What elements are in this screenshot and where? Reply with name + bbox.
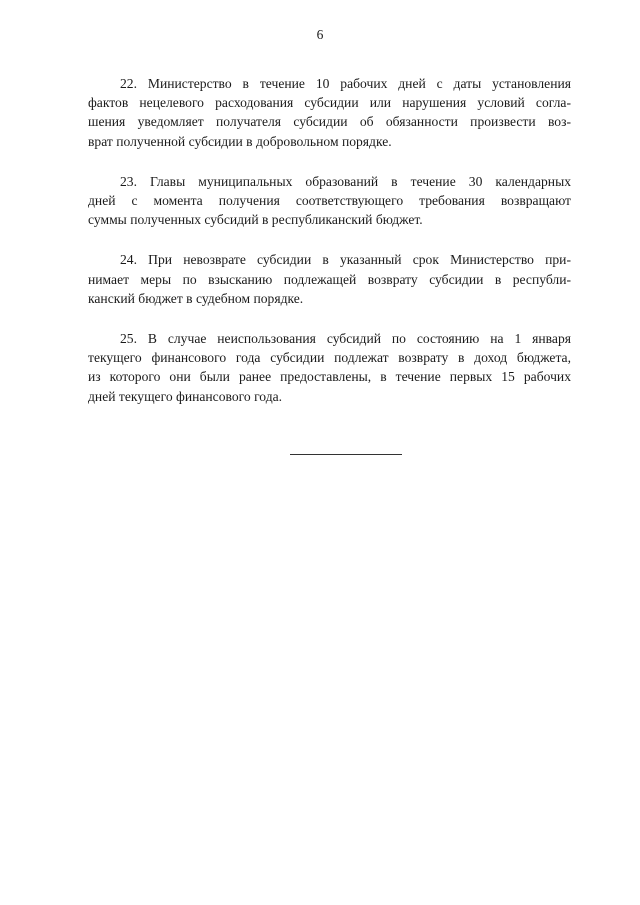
paragraph-line: фактов нецелевого расходования субсидии или нарушения условий согла- — [88, 95, 571, 111]
paragraph-25 — [88, 329, 571, 406]
closing-divider — [290, 454, 402, 455]
paragraph-22 — [88, 74, 571, 151]
paragraph-line: 25. В случае неиспользования субсидий по состоянию на 1 января — [120, 331, 571, 347]
paragraph-line: дней текущего финансового года. — [88, 388, 283, 404]
paragraph-line: 24. При невозврате субсидии в указанный срок Министерство при- — [120, 252, 571, 268]
document-body — [88, 74, 571, 427]
paragraph-line: канский бюджет в судебном порядке. — [88, 290, 304, 306]
paragraph-line: нимает меры по взысканию подлежащей возврату субсидии в республи- — [88, 271, 571, 287]
paragraph-line: шения уведомляет получателя субсидии об обязанности произвести воз- — [88, 114, 571, 130]
paragraph-line: из которого они были ранее предоставлены, в течение первых 15 рабочих — [88, 369, 571, 385]
paragraph-line: 22. Министерство в течение 10 рабочих дней с даты установления — [120, 76, 571, 91]
paragraph-23 — [88, 172, 571, 230]
paragraph-line: суммы полученных субсидий в республиканский бюджет. — [88, 212, 423, 228]
paragraph-line: 23. Главы муниципальных образований в течение 30 календарных — [120, 173, 571, 189]
paragraph-line: дней с момента получения соответствующего требования возвращают — [88, 193, 571, 209]
paragraph-line: врат полученной субсидии в добровольном порядке. — [88, 133, 392, 149]
paragraph-line: текущего финансового года субсидии подлежат возврату в доход бюджета, — [88, 350, 571, 366]
page-number: 6 — [316, 27, 324, 42]
paragraph-24 — [88, 250, 571, 308]
